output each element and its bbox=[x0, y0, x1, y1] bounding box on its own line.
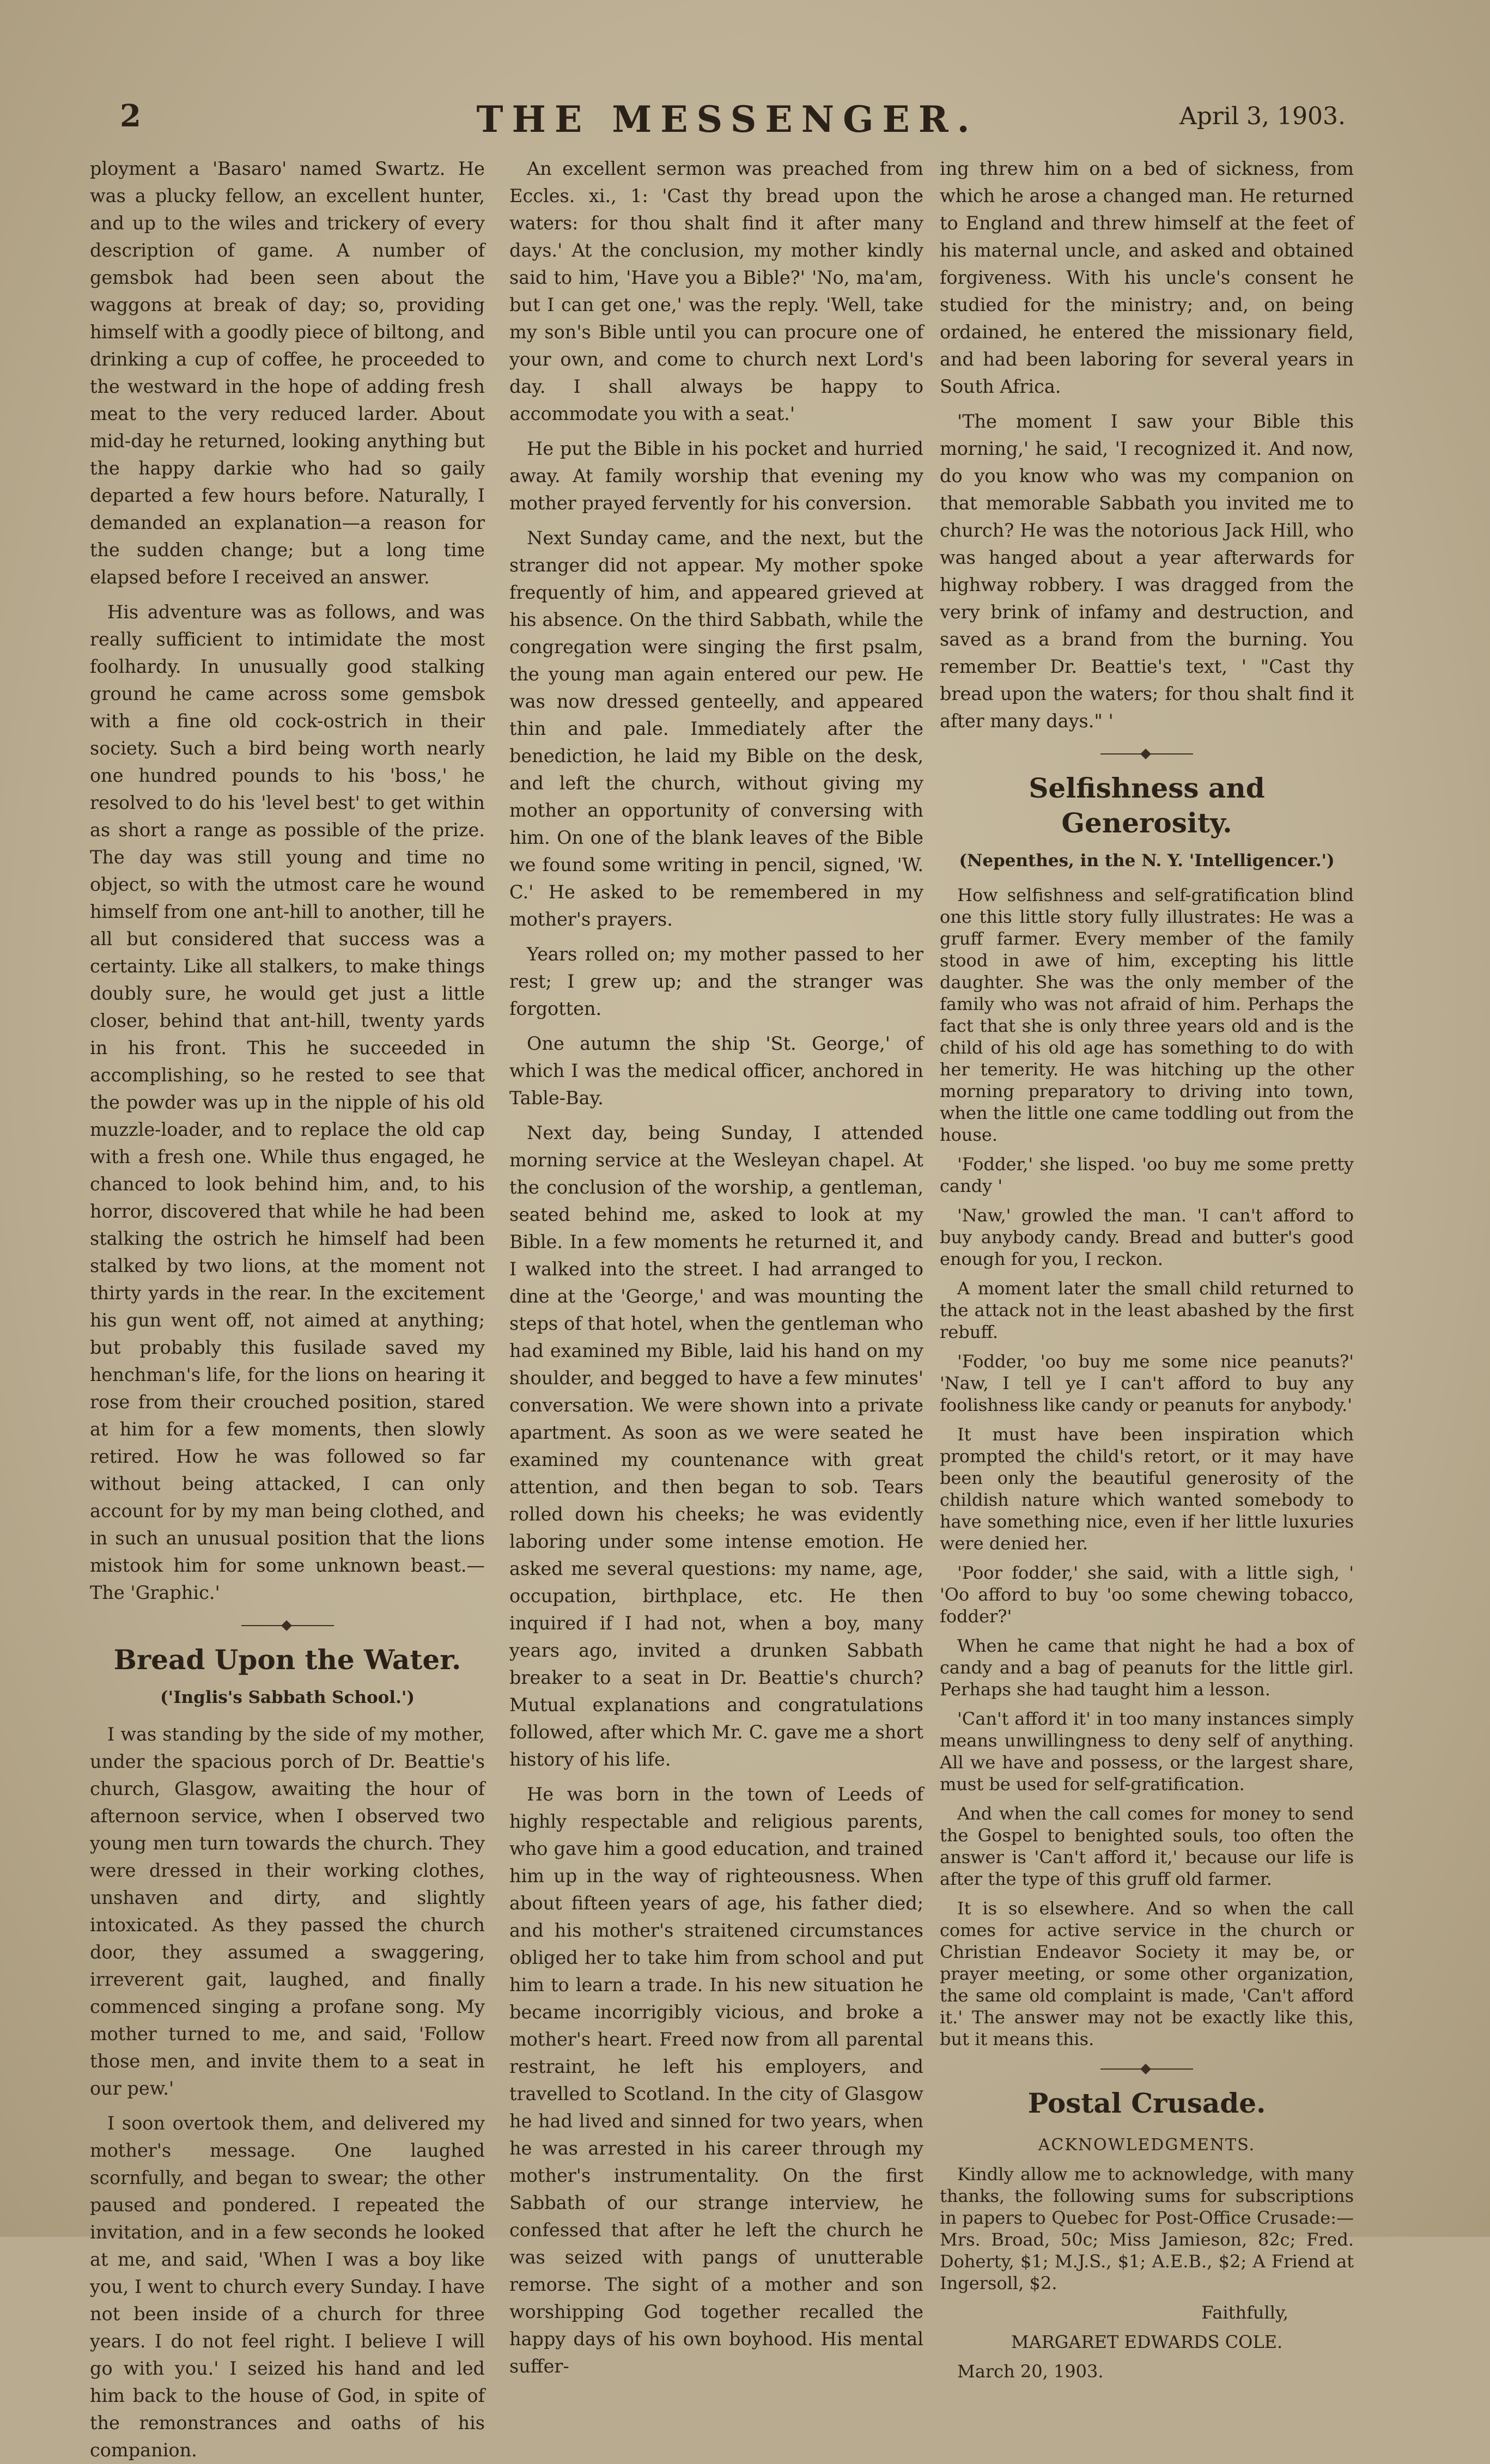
article-paragraph: When he came that night he had a box of candy and a bag of peanuts for the little girl. Perhaps she had taught him a lesson. bbox=[940, 1635, 1354, 1700]
column-3 bbox=[940, 155, 1354, 2382]
masthead-title: THE MESSENGER. bbox=[476, 98, 978, 141]
article-paragraph: How selfishness and self-gratification blind one this little story fully illustrates: He was a gruff farmer. Every member of the family stood in awe of him, excepting his little daughter. She was the only member of the family who was not afraid of him. Perhaps the fact that she is only three years old and is the child of his old age has something to do with her temerity. He was hitching up the other morning preparatory to driving into town, when the little one came toddling out from the house. bbox=[940, 885, 1354, 1145]
acknowledgments-heading: ACKNOWLEDGMENTS. bbox=[1038, 2136, 1256, 2155]
article-paragraph: Kindly allow me to acknowledge, with many thanks, the following sums for subscriptions in papers to Quebec for Post-Office Crusade:—Mrs. Broad, 50c; Miss Jamieson, 82c; Fred. Doherty, $1; M.J.S., $1; A.E.B., $2; A Friend at Ingersoll, $2. bbox=[940, 2164, 1354, 2293]
article-headline-postal-crusade: Postal Crusade. bbox=[1027, 2087, 1266, 2119]
article-paragraph: It is so elsewhere. And so when the call comes for active service in the church or Christian Endeavor Society it may be, or prayer meeting, or some other organization, the same old complaint is made, 'Can't afford it.' The answer may not be exactly like this, but it means this. bbox=[940, 1898, 1354, 2049]
article-paragraph: ployment a 'Basaro' named Swartz. He was a plucky fellow, an excellent hunter, and up to the wiles and trickery of every description of game. A number of gemsbok had been seen about the waggons at break of day; so, providing himself with a goodly piece of biltong, and drinking a cup of coffee, he proceeded to the westward in the hope of adding fresh meat to the very reduced larder. About mid-day he returned, looking anything but the happy darkie who had so gaily departed a few hours before. Naturally, I demanded an explanation—a reason for the sudden change; but a long time elapsed before I received an answer. bbox=[90, 158, 485, 588]
article-headline-bread-upon-the-water: Bread Upon the Water. bbox=[113, 1644, 461, 1676]
article-source: (Nepenthes, in the N. Y. 'Intelligencer.') bbox=[959, 851, 1335, 871]
article-paragraph: Next Sunday came, and the next, but the stranger did not appear. My mother spoke frequently of him, and appeared grieved at his absence. On the third Sabbath, while the congregation were singing the first psalm, the young man again entered our pew. He was now dressed genteelly, and appeared thin and pale. Immediately after the benediction, he laid my Bible on the desk, and left the church, without giving my mother an opportunity of conversing with him. On one of the blank leaves of the Bible we found some writing in pencil, signed, 'W. C.' He asked to be remembered in my mother's prayers. bbox=[509, 527, 923, 930]
article-paragraph: 'Fodder,' she lisped. 'oo buy me some pretty candy ' bbox=[940, 1154, 1354, 1196]
article-paragraph: Years rolled on; my mother passed to her rest; I grew up; and the stranger was forgotten. bbox=[509, 944, 923, 1019]
sign-off: Faithfully, bbox=[1201, 2302, 1288, 2323]
article-paragraph: An excellent sermon was preached from Eccles. xi., 1: 'Cast thy bread upon the waters: for thou shalt find it after many days.' At the conclusion, my mother kindly said to him, 'Have you a Bible?' 'No, ma'am, but I can get one,' was the reply. 'Well, take my son's Bible until you can procure one of your own, and come to church next Lord's day. I shall always be happy to accommodate you with a seat.' bbox=[509, 158, 923, 424]
article-paragraph: One autumn the ship 'St. George,' of which I was the medical officer, anchored in Table-Bay. bbox=[509, 1033, 923, 1109]
article-paragraph: A moment later the small child returned to the attack not in the least abashed by the first rebuff. bbox=[940, 1278, 1354, 1342]
article-paragraph: And when the call comes for money to send the Gospel to benighted souls, too often the answer is 'Can't afford it,' because our life is after the type of this gruff old farmer. bbox=[940, 1803, 1354, 1889]
dateline: March 20, 1903. bbox=[957, 2361, 1104, 2382]
article-paragraph: 'Fodder, 'oo buy me some nice peanuts?' 'Naw, I tell ye I can't afford to buy any foolishness like candy or peanuts for anybody.' bbox=[940, 1351, 1354, 1415]
page-header bbox=[114, 98, 1346, 147]
article-paragraph: Next day, being Sunday, I attended morning service at the Wesleyan chapel. At the conclusion of the worship, a gentleman, seated behind me, asked to look at my Bible. In a few moments he returned it, and I walked into the street. I had arranged to dine at the 'George,' and was mounting the steps of that hotel, when the gentleman who had examined my Bible, laid his hand on my shoulder, and begged to have a few minutes' conversation. We were shown into a private apartment. As soon as we were seated he examined my countenance with great attention, and then began to sob. Tears rolled down his cheeks; he was evidently laboring under some intense emotion. He asked me several questions: my name, age, occupation, birthplace, etc. He then inquired if I had not, when a boy, many years ago, invited a drunken Sabbath breaker to a seat in Dr. Beattie's church? Mutual explanations and congratulations followed, after which Mr. C. gave me a short history of his life. bbox=[509, 1122, 923, 1770]
column-1 bbox=[90, 155, 485, 2461]
article-source: ('Inglis's Sabbath School.') bbox=[160, 1688, 415, 1707]
article-paragraph: I was standing by the side of my mother, under the spacious porch of Dr. Beattie's church, Glasgow, awaiting the hour of afternoon service, when I observed two young men turn towards the church. They were dressed in their working clothes, unshaven and dirty, and slightly intoxicated. As they passed the church door, they assumed a swaggering, irreverent gait, laughed, and finally commenced singing a profane song. My mother turned to me, and said, 'Follow those men, and invite them to a seat in our pew.' bbox=[90, 1724, 485, 2099]
article-headline-selfishness-and-generosity: Selfishness and Generosity. bbox=[1029, 772, 1265, 839]
article-paragraph: 'Poor fodder,' she said, with a little sigh, ' 'Oo afford to buy 'oo some chewing tobacco, fodder?' bbox=[940, 1562, 1354, 1627]
article-paragraph: 'Can't afford it' in too many instances simply means unwillingness to deny self of anything. All we have and possess, or the largest share, must be used for self-gratification. bbox=[940, 1708, 1354, 1794]
article-paragraph: His adventure was as follows, and was really sufficient to intimidate the most foolhardy. In unusually good stalking ground he came across some gemsbok with a fine old cock-ostrich in their society. Such a bird being worth nearly one hundred pounds to his 'boss,' he resolved to do his 'level best' to get within as short a range as possible of the prize. The day was still young and time no object, so with the utmost care he wound himself from one ant-hill to another, till he all but considered that success was a certainty. Like all stalkers, to make things doubly sure, he would get just a little closer, behind that ant-hill, twenty yards in his front. This he succeeded in accomplishing, so he rested to see that the powder was up in the nipple of his old muzzle-loader, and to replace the old cap with a fresh one. While thus engaged, he chanced to look behind him, and, to his horror, discovered that while he had been stalking the ostrich he himself had been stalked by two lions, at the moment not thirty yards in the rear. In the excitement his gun went off, not aimed at anything; but probably this fusilade saved my henchman's life, for the lions on hearing it rose from their crouched position, stared at him for a few moments, then slowly retired. How he was followed so far without being attacked, I can only account for by my man being clothed, and in such an unusual position that the lions mistook him for some unknown beast.—The 'Graphic.' bbox=[90, 601, 485, 1603]
page-number: 2 bbox=[120, 98, 141, 134]
section-divider bbox=[1100, 749, 1193, 759]
article-paragraph: He was born in the town of Leeds of highly respectable and religious parents, who gave him a good education, and trained him up in the way of righteousness. When about fifteen years of age, his father died; and his mother's straitened circumstances obliged her to take him from school and put him to learn a trade. In his new situation he became incorrigibly vicious, and broke a mother's heart. Freed now from all parental restraint, he left his employers, and travelled to Scotland. In the city of Glasgow he had lived and sinned for two years, when he was arrested in his career through my mother's instrumentality. On the first Sabbath of our strange interview, he confessed that after he left the church he was seized with pangs of unutterable remorse. The sight of a mother and son worshipping God together recalled the happy days of his own boyhood. His mental suffer- bbox=[509, 1784, 923, 2377]
issue-date: April 3, 1903. bbox=[1179, 102, 1346, 130]
article-paragraph: ing threw him on a bed of sickness, from which he arose a changed man. He returned to England and threw himself at the feet of his maternal uncle, and asked and obtained forgiveness. With his uncle's consent he studied for the ministry; and, on being ordained, he entered the missionary field, and had been laboring for several years in South Africa. bbox=[940, 158, 1354, 397]
signature: MARGARET EDWARDS COLE. bbox=[1011, 2332, 1283, 2352]
section-divider bbox=[241, 1621, 334, 1631]
article-paragraph: It must have been inspiration which prompted the child's retort, or it may have been only the beautiful generosity of the childish nature which wanted somebody to have something nice, even if her little luxuries were denied her. bbox=[940, 1424, 1354, 1554]
column-2 bbox=[509, 155, 923, 2377]
article-paragraph: I soon overtook them, and delivered my mother's message. One laughed scornfully, and began to swear; the other paused and pondered. I repeated the invitation, and in a few seconds he looked at me, and said, 'When I was a boy like you, I went to church every Sunday. I have not been inside of a church for three years. I do not feel right. I believe I will go with you.' I seized his hand and led him back to the house of God, in spite of the remonstrances and oaths of his companion. bbox=[90, 2113, 485, 2461]
section-divider bbox=[1100, 2064, 1193, 2074]
article-paragraph: 'The moment I saw your Bible this morning,' he said, 'I recognized it. And now, do you know who was my companion on that memorable Sabbath you invited me to church? He was the notorious Jack Hill, who was hanged about a year afterwards for highway robbery. I was dragged from the very brink of infamy and destruction, and saved as a brand from the burning. You remember Dr. Beattie's text, ' "Cast thy bread upon the waters; for thou shalt find it after many days." ' bbox=[940, 411, 1354, 732]
article-paragraph: 'Naw,' growled the man. 'I can't afford to buy anybody candy. Bread and butter's good enough for you, I reckon. bbox=[940, 1205, 1354, 1269]
article-paragraph: He put the Bible in his pocket and hurried away. At family worship that evening my mother prayed fervently for his conversion. bbox=[509, 438, 923, 514]
